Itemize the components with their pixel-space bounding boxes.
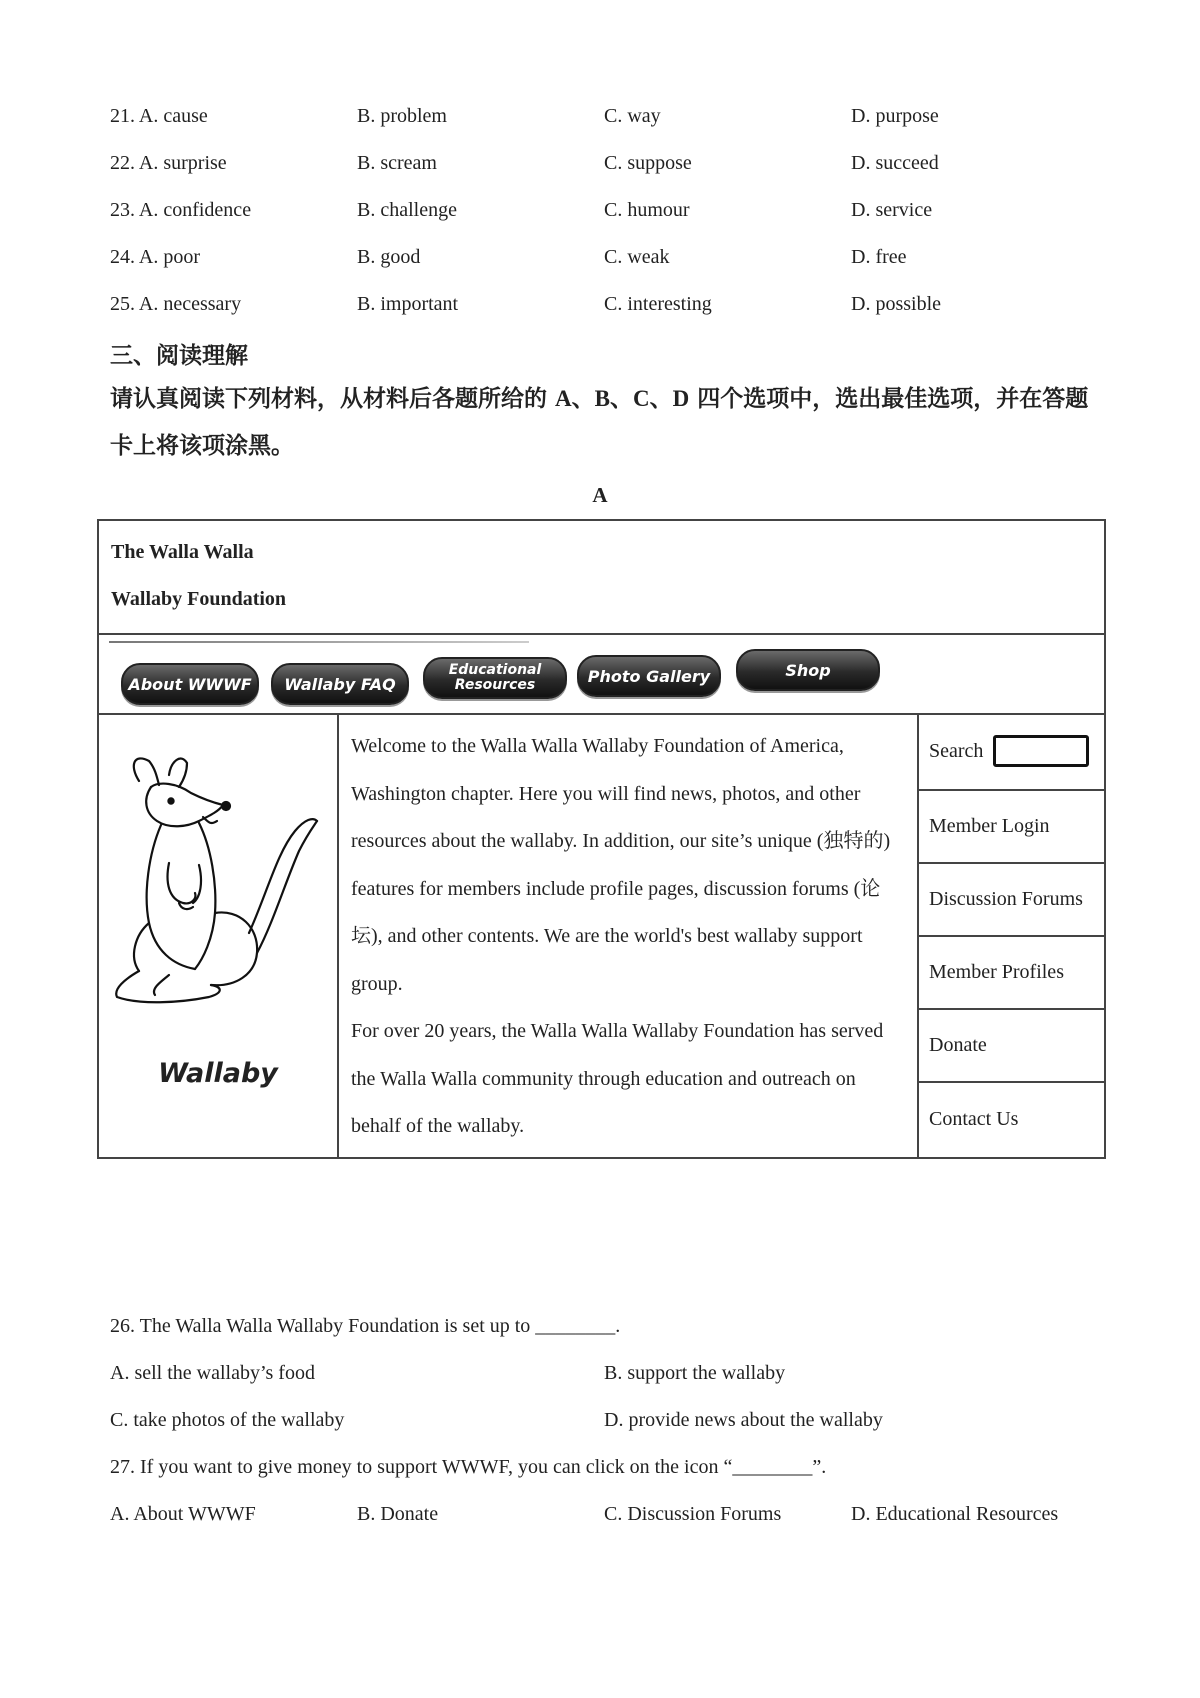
question-26-option-c: C. take photos of the wallaby (110, 1409, 345, 1431)
sidebar-member-profiles[interactable]: Member Profiles (919, 937, 1104, 1010)
sidebar-donate[interactable]: Donate (919, 1010, 1104, 1083)
sidebar-search (919, 713, 1104, 791)
question-26-stem: 26. The Walla Walla Wallaby Foundation is set up to ________. (110, 1315, 621, 1337)
nav-divider (109, 641, 529, 643)
choice-option: 21. A. cause (110, 105, 208, 127)
site-body (99, 713, 1104, 1157)
choice-option: C. interesting (604, 293, 712, 315)
welcome-paragraph: Welcome to the Walla Walla Wallaby Foundation of America, Washington chapter. Here you will find news, photos, and other resources about the wallaby. In addition, our site’s unique (独特的) features for members include profile pages, discussion forums (论坛), and other contents. We are the world's best wallaby support group. (351, 735, 891, 995)
choice-option: 24. A. poor (110, 246, 200, 268)
choice-option: 25. A. necessary (110, 293, 242, 315)
choice-option: D. service (851, 199, 933, 221)
choice-option: 22. A. surprise (110, 152, 227, 174)
passage-label: A (592, 483, 608, 507)
instruction-post: 四个选项中，选出最佳选项，并在答题卡上将该项涂黑。 (110, 386, 1089, 459)
choice-row-23 (110, 199, 1090, 229)
question-27-stem: 27. If you want to give money to support WWWF, you can click on the icon “________”. (110, 1456, 827, 1478)
choice-option: B. good (357, 246, 421, 268)
sidebar-member-login[interactable]: Member Login (919, 791, 1104, 864)
question-26-option-a: A. sell the wallaby’s food (110, 1362, 315, 1384)
wallaby-image-cell (99, 713, 339, 1157)
choice-row-25 (110, 293, 1090, 323)
choice-option: C. suppose (604, 152, 692, 174)
question-26-option-d: D. provide news about the wallaby (604, 1409, 883, 1431)
choice-option: 23. A. confidence (110, 199, 252, 221)
nav-about-button[interactable]: About WWWF (121, 663, 259, 705)
question-27-option-a: A. About WWWF (110, 1503, 256, 1525)
choice-option: D. purpose (851, 105, 939, 127)
site-title-line1: The Walla Walla (111, 541, 254, 563)
choice-option: B. important (357, 293, 459, 315)
instruction-text (110, 375, 1100, 470)
choice-option: D. succeed (851, 152, 939, 174)
question-26-option-b: B. support the wallaby (604, 1362, 786, 1384)
choice-option: B. problem (357, 105, 447, 127)
history-paragraph: For over 20 years, the Walla Walla Wallaby Foundation has served the Walla Walla community through education and outreach on behalf of the wallaby. (351, 1020, 884, 1137)
search-label: Search (929, 739, 984, 762)
instruction-pre: 请认真阅读下列材料，从材料后各题所给的 (110, 386, 556, 412)
sidebar-contact-us[interactable]: Contact Us (929, 1107, 1019, 1130)
question-27-option-d: D. Educational Resources (851, 1503, 1059, 1525)
wallaby-caption: Wallaby (158, 1058, 278, 1089)
choice-option: B. scream (357, 152, 437, 174)
choice-option: C. humour (604, 199, 690, 221)
site-title-line2: Wallaby Foundation (111, 588, 287, 610)
choice-option: C. way (604, 105, 661, 127)
nav-shop-button[interactable]: Shop (736, 649, 880, 691)
search-input[interactable] (993, 735, 1089, 767)
nav-educational-button[interactable]: Educational Resources (423, 657, 567, 699)
site-sidebar (919, 713, 1104, 1157)
welcome-text-cell (339, 713, 919, 1157)
sidebar-discussion-forums[interactable]: Discussion Forums (919, 864, 1104, 937)
nav-photo-gallery-button[interactable]: Photo Gallery (577, 655, 721, 697)
section-title: 三、阅读理解 (110, 343, 248, 369)
site-header (99, 521, 1104, 635)
site-navbar (99, 633, 1104, 715)
choice-row-21 (110, 105, 1090, 135)
choice-option: C. weak (604, 246, 670, 268)
choice-row-24 (110, 246, 1090, 276)
choice-row-22 (110, 152, 1090, 182)
question-27-option-c: C. Discussion Forums (604, 1503, 782, 1525)
website-mockup (97, 519, 1106, 1159)
question-27-option-b: B. Donate (357, 1503, 439, 1525)
instruction-letters: A、B、C、D (555, 386, 690, 411)
nav-faq-button[interactable]: Wallaby FAQ (271, 663, 409, 705)
choice-option: B. challenge (357, 199, 457, 221)
choice-option: D. free (851, 246, 907, 268)
choice-option: D. possible (851, 293, 941, 315)
wallaby-illustration-icon (99, 713, 337, 1053)
